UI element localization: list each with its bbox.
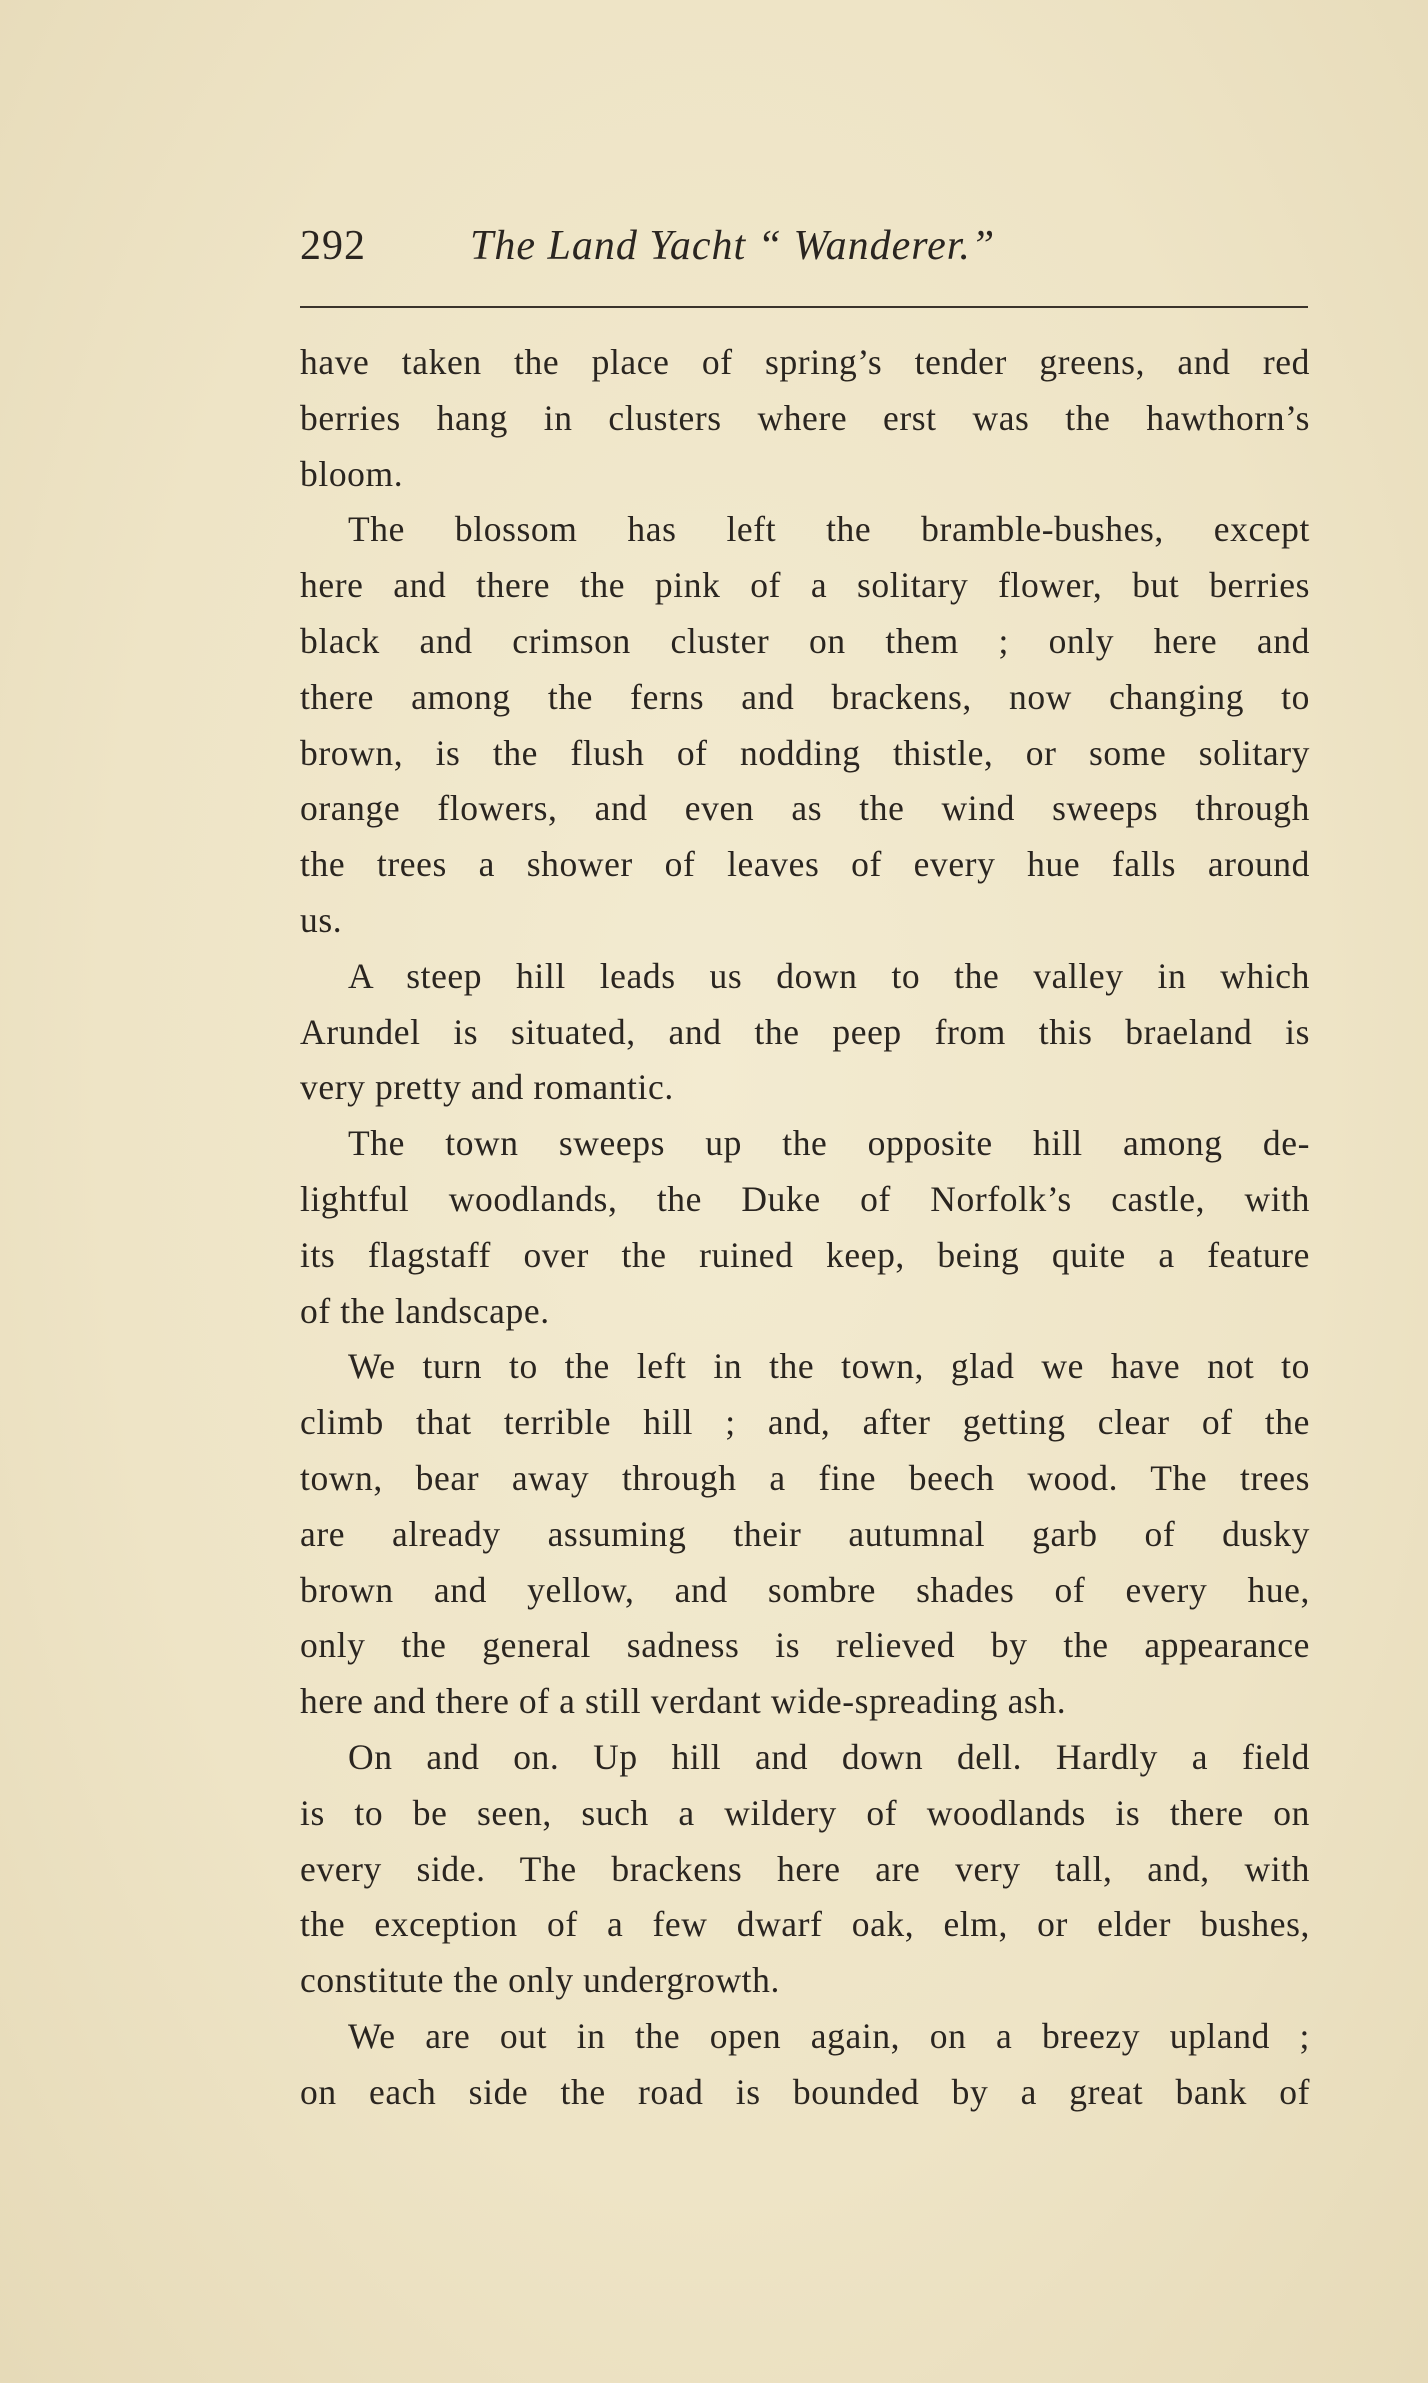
text-line: very pretty and romantic. [300, 1067, 674, 1108]
text-line: bloom. [300, 453, 404, 494]
text-line: brown, is the flush of nodding thistle, or some solitary [300, 732, 1310, 773]
text-line: the exception of a few dwarf oak, elm, or elder bushes, [300, 1904, 1310, 1945]
text-line: there among the ferns and brackens, now changing to [300, 676, 1310, 717]
text-line: climb that terrible hill ; and, after getting clear of the [300, 1402, 1310, 1443]
text-line: only the general sadness is relieved by the appearance [300, 1625, 1310, 1666]
text-line: The blossom has left the bramble-bushes, except [348, 509, 1310, 550]
text-line: town, bear away through a fine beech wood. The trees [300, 1457, 1310, 1498]
page-header [300, 222, 1300, 282]
text-line: lightful woodlands, the Duke of Norfolk’s castle, with [300, 1178, 1310, 1219]
text-line: of the landscape. [300, 1290, 550, 1331]
text-line: constitute the only undergrowth. [300, 1960, 780, 2001]
body-text [300, 335, 1310, 2121]
text-line: orange flowers, and even as the wind sweeps through [300, 788, 1310, 829]
text-line: its flagstaff over the ruined keep, being quite a feature [300, 1234, 1310, 1275]
text-line: berries hang in clusters where erst was the hawthorn’s [300, 397, 1310, 438]
page-number: 292 [300, 223, 366, 269]
text-line: is to be seen, such a wildery of woodlands is there on [300, 1792, 1310, 1833]
text-line: We turn to the left in the town, glad we have not to [348, 1346, 1310, 1387]
text-line: every side. The brackens here are very tall, and, with [300, 1848, 1310, 1889]
text-line: Arundel is situated, and the peep from this braeland is [300, 1011, 1310, 1052]
text-line: The town sweeps up the opposite hill among de- [348, 1123, 1310, 1164]
text-line: On and on. Up hill and down dell. Hardly a field [348, 1736, 1310, 1777]
header-rule [300, 306, 1308, 308]
text-line: on each side the road is bounded by a great bank of [300, 2071, 1310, 2112]
text-line: brown and yellow, and sombre shades of every hue, [300, 1569, 1310, 1610]
text-line: the trees a shower of leaves of every hue falls around [300, 844, 1310, 885]
text-line: We are out in the open again, on a breezy upland ; [348, 2015, 1310, 2056]
text-line: black and crimson cluster on them ; only here and [300, 620, 1310, 661]
text-line: A steep hill leads us down to the valley in which [348, 955, 1310, 996]
text-line: us. [300, 899, 343, 940]
text-line: have taken the place of spring’s tender greens, and red [300, 342, 1310, 382]
text-line: are already assuming their autumnal garb of dusky [300, 1513, 1310, 1554]
text-line: here and there the pink of a solitary flower, but berries [300, 565, 1310, 606]
text-line: here and there of a still verdant wide-spreading ash. [300, 1681, 1067, 1722]
running-title: The Land Yacht “ Wanderer.” [470, 223, 996, 269]
